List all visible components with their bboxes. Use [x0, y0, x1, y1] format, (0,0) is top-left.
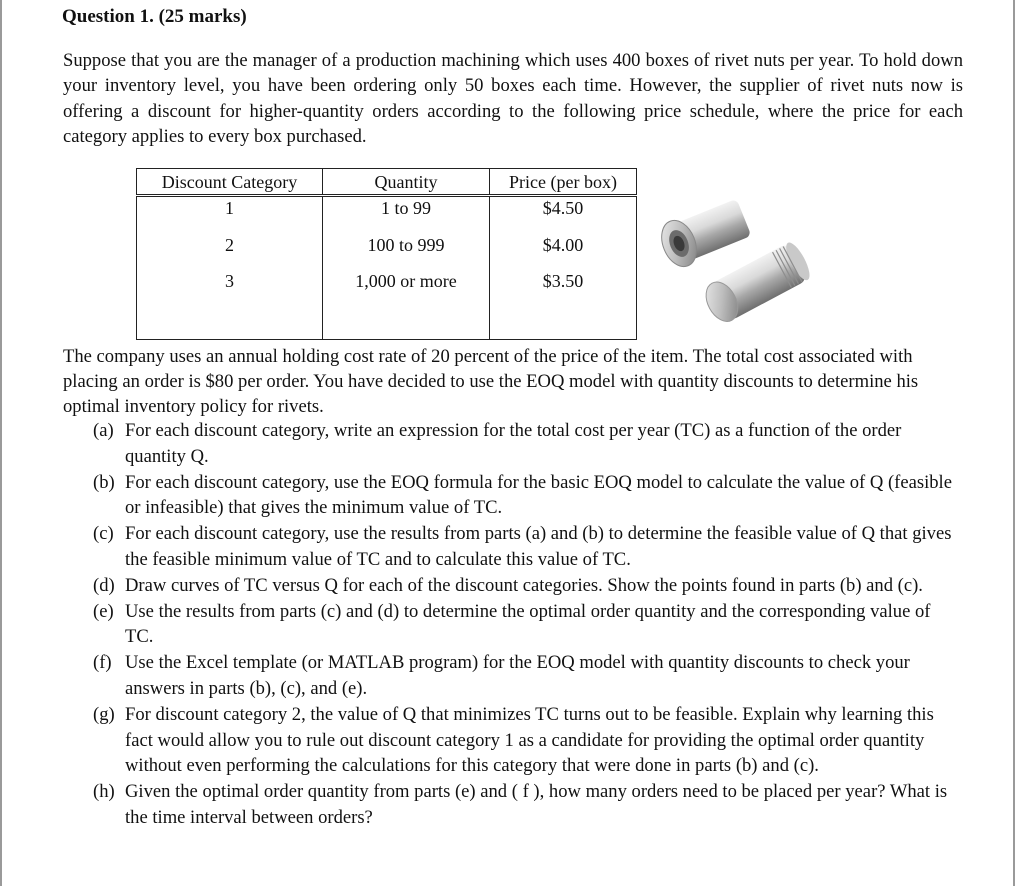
cell-category: 3: [137, 263, 323, 299]
part-text: For each discount category, use the EOQ formula for the basic EOQ model to calculate the value of Q (feasible or infeasible) that gives the minimum value of TC.: [125, 471, 952, 519]
part-text: Use the Excel template (or MATLAB program) for the EOQ model with quantity discounts to check your answers in parts (b), (c), and (e).: [125, 652, 910, 699]
part-text: For discount category 2, the value of Q that minimizes TC turns out to be feasible. Explain why learning this fact would allow you to rule out discount category 1 as a candidate for providing the optimal order quantity without even performing the calculations for this category that were done in parts (b) and (c).: [125, 703, 934, 777]
cell-quantity: 100 to 999: [323, 227, 490, 263]
cell-category: 2: [137, 227, 323, 263]
left-page-border: [0, 0, 2, 886]
part-label: (g): [93, 703, 115, 725]
table-header-row: [137, 169, 637, 196]
intro-paragraph: Suppose that you are the manager of a production machining which uses 400 boxes of rivet nuts per year. To hold down your inventory level, you have been ordering only 50 boxes each time. However, the supplier of rivet nuts now is offering a discount for higher-quantity orders according to the following price schedule, where the price for each category applies to every box purchased.: [63, 50, 963, 148]
part-label: (b): [93, 471, 115, 493]
header-quantity: Quantity: [323, 169, 490, 196]
part-text: For each discount category, use the results from parts (a) and (b) to determine the feasible value of Q that gives the feasible minimum value of TC and to calculate this value of TC.: [125, 523, 952, 570]
part-label: (e): [93, 600, 114, 622]
cell-quantity: 1 to 99: [323, 196, 490, 228]
question-parts-list: [93, 418, 963, 831]
right-page-border: [1013, 0, 1015, 886]
part-label: (f): [93, 652, 112, 674]
part-label: (h): [93, 781, 115, 803]
cell-price: $4.00: [490, 227, 637, 263]
part-label: (c): [93, 523, 114, 545]
list-item: [93, 702, 963, 779]
part-label: (a): [93, 420, 114, 441]
list-item: [93, 418, 963, 470]
list-item: [93, 470, 963, 522]
part-label: (d): [93, 574, 115, 596]
body-paragraph: The company uses an annual holding cost rate of 20 percent of the price of the item. The total cost associated with placing an order is $80 per order. You have decided to use the EOQ model with quantity discounts to determine his optimal inventory policy for rivets.: [63, 346, 919, 417]
list-item: [93, 521, 963, 573]
list-item: [93, 650, 963, 702]
table-row: [137, 196, 637, 228]
table-row: [137, 227, 637, 263]
table-row: [137, 263, 637, 299]
part-text: Given the optimal order quantity from parts (e) and ( f ), how many orders need to be placed per year? What is the time interval between orders?: [125, 781, 948, 828]
header-discount-category: Discount Category: [137, 169, 323, 196]
list-item: [93, 573, 963, 599]
part-text: Use the results from parts (c) and (d) to determine the optimal order quantity and the corresponding value of TC.: [125, 600, 931, 648]
cell-price: $3.50: [490, 263, 637, 299]
price-schedule-table: [136, 168, 637, 340]
list-item: [93, 779, 963, 831]
rivet-nut-icon: [645, 183, 815, 333]
table-empty-row: [137, 299, 637, 340]
cell-quantity: 1,000 or more: [323, 263, 490, 299]
part-text: For each discount category, write an expression for the total cost per year (TC) as a function of the order quantity Q.: [125, 420, 902, 467]
header-price: Price (per box): [490, 169, 637, 196]
part-text: Draw curves of TC versus Q for each of the discount categories. Show the points found in parts (b) and (c).: [125, 574, 923, 596]
question-title: Question 1. (25 marks): [62, 6, 247, 27]
cell-category: 1: [137, 196, 323, 228]
list-item: [93, 599, 963, 651]
cell-price: $4.50: [490, 196, 637, 228]
